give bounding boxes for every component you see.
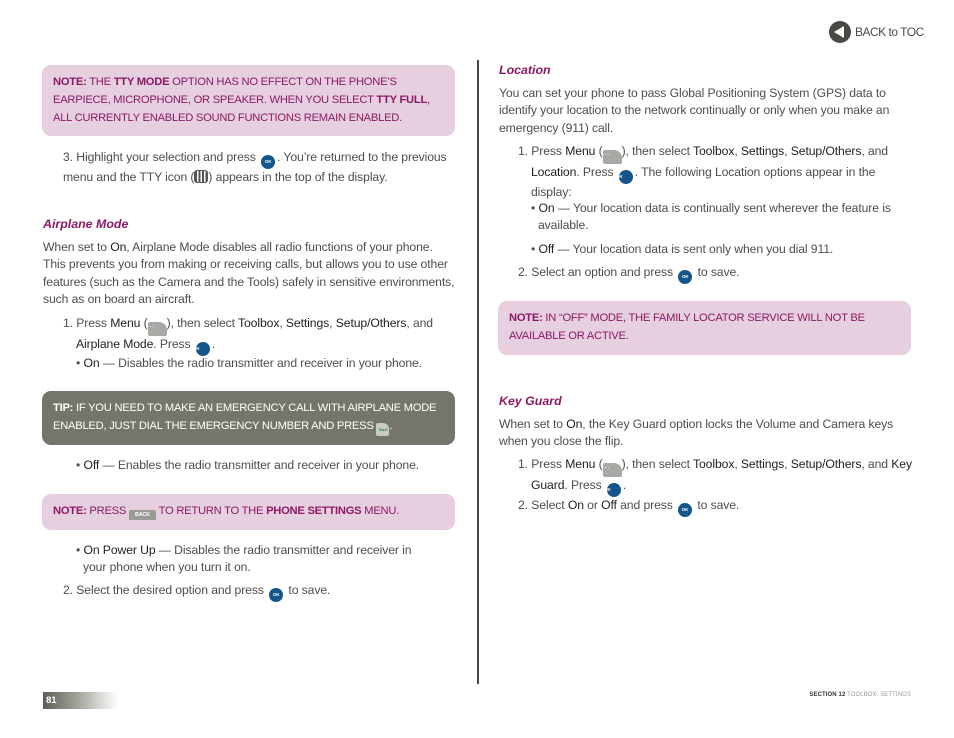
airplane-step-2: 2. Select the desired option and press OK to save.	[63, 582, 458, 602]
page-number: 81	[43, 692, 118, 709]
location-intro: You can set your phone to pass Global Positioning System (GPS) data to identify your location to the network continually or only when you make an emergency (911) call.	[499, 86, 890, 135]
key-guard-step-1: 1. Press Menu (··· ), then select Toolbox, Settings, Setup/Others, and Key Guard. Press OK .	[518, 456, 926, 497]
location-step-1: 1. Press Menu (··· ), then select Toolbox, Settings, Setup/Others, and Location. Press OK . The following Location options appear in the display:	[518, 144, 888, 199]
location-heading: Location	[499, 63, 551, 77]
airplane-option-on-power-up: • On Power Up — Disables the radio transmitter and receiver in your phone when you turn it on.	[76, 543, 412, 575]
key-guard-heading: Key Guard	[499, 394, 562, 408]
menu-key-icon: ···	[148, 322, 167, 336]
note-family-locator: NOTE: IN “OFF” MODE, THE FAMILY LOCATOR SERVICE WILL NOT BE AVAILABLE OR ACTIVE.	[498, 301, 911, 355]
location-option-off: • Off — Your location data is sent only when you dial 911.	[531, 242, 834, 256]
location-step-2: 2. Select an option and press OK to save.	[518, 264, 913, 284]
ok-key-icon: OK	[269, 588, 283, 602]
back-arrow-icon	[829, 21, 851, 43]
tty-icon	[194, 170, 208, 183]
ok-key-icon: OK	[607, 483, 621, 497]
ok-key-icon: OK	[619, 170, 633, 184]
airplane-mode-heading: Airplane Mode	[43, 217, 129, 231]
menu-key-icon: ···	[603, 150, 622, 164]
ok-key-icon: OK	[678, 270, 692, 284]
back-to-toc-label: BACK to TOC	[855, 25, 924, 39]
ok-key-icon: OK	[261, 155, 275, 169]
airplane-option-off: • Off — Enables the radio transmitter and receiver in your phone.	[76, 458, 420, 472]
key-guard-intro: When set to On, the Key Guard option locks the Volume and Camera keys when you close the flip.	[499, 417, 894, 449]
ok-key-icon: OK	[678, 503, 692, 517]
note-back-key: NOTE: PRESS BACK TO RETURN TO THE PHONE SETTINGS MENU.	[42, 494, 455, 530]
menu-key-icon: ···	[603, 463, 622, 477]
airplane-mode-intro: When set to On, Airplane Mode disables all radio functions of your phone. This prevents you from making or receiving calls, but allows you to use other features (such as the Camera and the Tools) safely in sensitive environments, such as on board an aircraft.	[43, 240, 455, 307]
airplane-step-1: 1. Press Menu (··· ), then select Toolbox, Settings, Setup/Others, and Airplane Mode. Press OK .	[63, 315, 471, 356]
location-option-on: • On — Your location data is continually sent wherever the feature is available.	[531, 201, 891, 233]
column-divider	[477, 60, 479, 684]
talk-key-icon: TALK	[376, 423, 389, 436]
key-guard-step-2: 2. Select On or Off and press OK to save.	[518, 497, 913, 517]
ok-key-icon: OK	[196, 342, 210, 356]
back-key-icon: BACK	[129, 510, 156, 520]
back-to-toc-link[interactable]	[829, 21, 924, 43]
note-tty-mode: NOTE: THE TTY MODE OPTION HAS NO EFFECT ON THE PHONE’S EARPIECE, MICROPHONE, OR SPEAKER. WHEN YOU SELECT TTY FULL, ALL CURRENTLY ENABLED SOUND FUNCTIONS REMAIN ENABLED.	[42, 65, 455, 136]
airplane-option-on: • On — Disables the radio transmitter and receiver in your phone.	[76, 356, 422, 370]
tip-emergency-call: TIP: IF YOU NEED TO MAKE AN EMERGENCY CALL WITH AIRPLANE MODE ENABLED, JUST DIAL THE EMERGENCY NUMBER AND PRESS TALK .	[42, 391, 455, 445]
step-3: 3. Highlight your selection and press OK . You’re returned to the previous menu and the TTY icon ( ) appears in the top of the display.	[63, 150, 447, 184]
footer-section-label: SECTION 12 TOOLBOX: SETTINGS	[809, 692, 911, 698]
